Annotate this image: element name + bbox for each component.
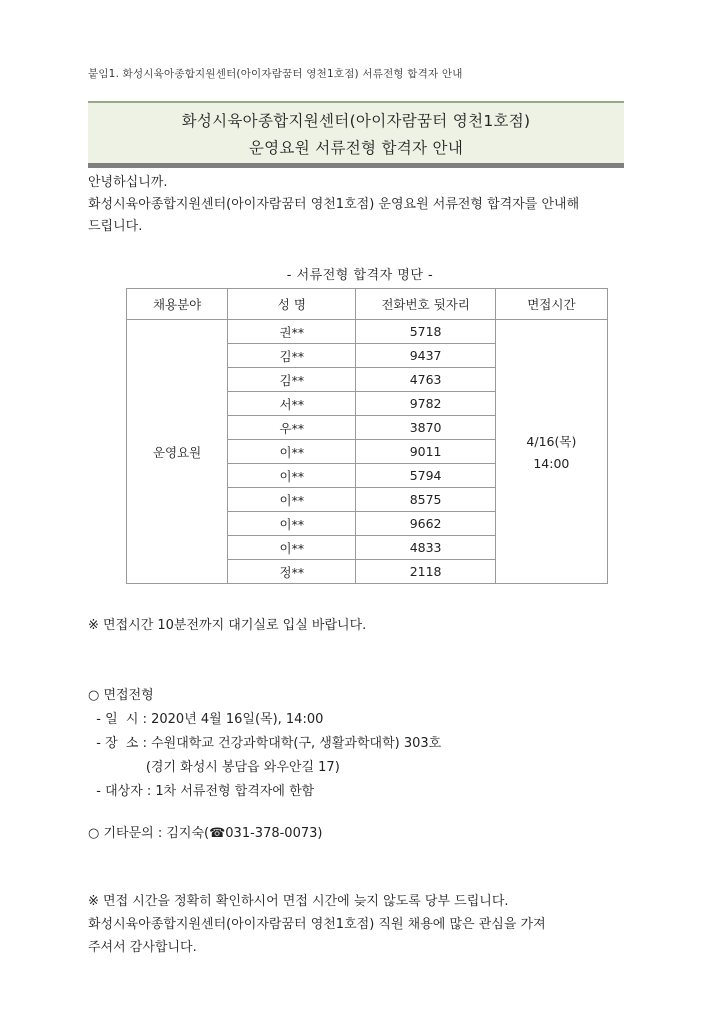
greeting-text: 안녕하십니까. [88, 175, 168, 190]
interview-hour: 14:00 [533, 456, 570, 471]
table-header-row [127, 289, 608, 320]
phone-cell: 2118 [356, 560, 495, 584]
interview-section [88, 684, 441, 804]
name-cell: 이** [228, 464, 356, 488]
header-phone: 전화번호 뒷자리 [356, 289, 495, 320]
name-cell: 권** [228, 320, 356, 344]
name-cell: 김** [228, 368, 356, 392]
phone-cell: 4833 [356, 536, 495, 560]
list-heading: - 서류전형 합격자 명단 - [286, 268, 434, 283]
phone-cell: 3870 [356, 416, 495, 440]
header-interview-time: 면접시간 [495, 289, 607, 320]
title-box [88, 101, 624, 168]
phone-cell: 9011 [356, 440, 495, 464]
closing-line2: 화성시육아종합지원센터(아이자람꿈터 영천1호점) 직원 채용에 많은 관심을 가져 [88, 917, 546, 932]
name-cell: 김** [228, 344, 356, 368]
name-cell: 이** [228, 488, 356, 512]
intro-text-line2: 드립니다. [88, 219, 143, 234]
phone-cell: 4763 [356, 368, 495, 392]
phone-cell: 5794 [356, 464, 495, 488]
phone-cell: 9782 [356, 392, 495, 416]
phone-cell: 5718 [356, 320, 495, 344]
name-cell: 정** [228, 560, 356, 584]
interview-address-line: (경기 화성시 봉담읍 와우안길 17) [88, 760, 340, 775]
interview-place-line: - 장 소 : 수원대학교 건강과학대학(구, 생활과학대학) 303호 [88, 736, 442, 751]
applicant-table [126, 288, 608, 584]
page-subtitle: 운영요원 서류전형 합격자 안내 [248, 139, 464, 157]
name-cell: 이** [228, 536, 356, 560]
closing-paragraph [88, 890, 648, 959]
arrival-note: ※ 면접시간 10분전까지 대기실로 입실 바랍니다. [88, 618, 367, 633]
interview-date-line: - 일 시 : 2020년 4월 16일(목), 14:00 [88, 712, 324, 727]
interview-heading: ○ 면접전형 [88, 688, 154, 703]
phone-cell: 9437 [356, 344, 495, 368]
interview-target-line: - 대상자 : 1차 서류전형 합격자에 한함 [88, 784, 315, 799]
field-cell: 운영요원 [127, 320, 228, 584]
interview-date: 4/16(목) [526, 434, 577, 449]
phone-cell: 8575 [356, 488, 495, 512]
annex-label: 붙임1. 화성시육아종합지원센터(아이자람꿈터 영천1호점) 서류전형 합격자 안내 [88, 68, 463, 80]
interview-time-cell [495, 320, 607, 584]
name-cell: 이** [228, 440, 356, 464]
name-cell: 우** [228, 416, 356, 440]
name-cell: 서** [228, 392, 356, 416]
intro-text-line1: 화성시육아종합지원센터(아이자람꿈터 영천1호점) 운영요원 서류전형 합격자를 안내해 [88, 197, 580, 212]
closing-line1: ※ 면접 시간을 정확히 확인하시어 면접 시간에 늦지 않도록 당부 드립니다. [88, 894, 509, 909]
name-cell: 이** [228, 512, 356, 536]
contact-line: ○ 기타문의 : 김지숙(☎031-378-0073) [88, 826, 323, 841]
header-name: 성 명 [228, 289, 356, 320]
table-row [127, 320, 608, 344]
intro-paragraph [88, 172, 648, 238]
closing-line3: 주셔서 감사합니다. [88, 940, 197, 955]
header-field: 채용분야 [127, 289, 228, 320]
page-title: 화성시육아종합지원센터(아이자람꿈터 영천1호점) [181, 112, 531, 130]
phone-cell: 9662 [356, 512, 495, 536]
